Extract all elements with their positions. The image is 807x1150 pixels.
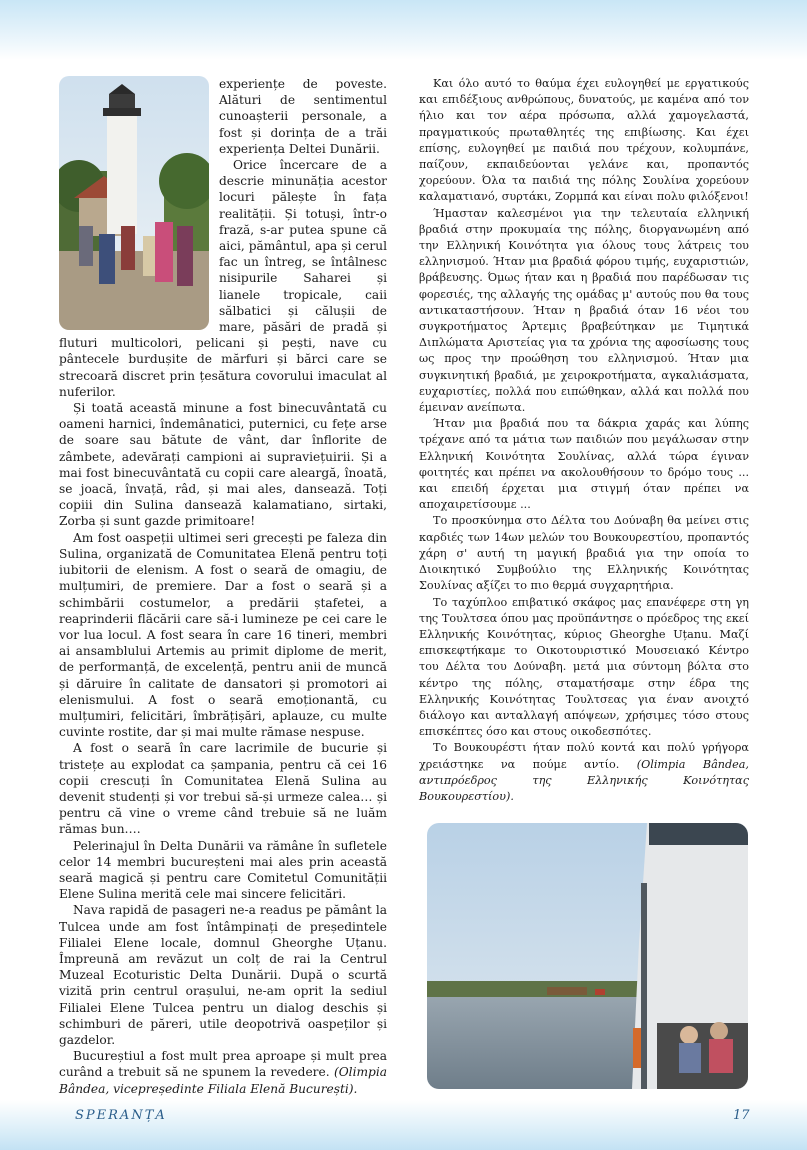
paragraph: Nava rapidă de pasageri ne-a readus pe pământ la Tulcea unde am fost întâmpinați de președintele Filialei Elene locale, domnul Gheorghe Uțanu. Împreună am revăzut un colț de rai la Centrul Muzeal Ecoturistic Delta Dunării. După o scurtă vizită prin centrul orașului, ne-am oprit la sediul Filialei Elene Tulcea pentru un dialog deschis și schimburi de păreri, utile deopotrivă oaspeților și gazdelor. [59,903,387,1047]
paragraph: Ήμασταν καλεσμένοι για την τελευταία ελληνική βραδιά στην προκυμαία της πόλης, διοργανωμένη από την Ελληνική Κοινότητα για όλους τους λάτρεις του ελληνισμού. Ήταν μια βραδιά φόρου τιμής, ευχαριστιών, βράβευσης. Όμως ήταν και η βραδιά που παρέδωσαν τις φορεσιές, της αλλαγής της ομάδας μ' αυτούς που θα τους αντικαταστήσουν. Ήταν η βραδιά όταν 16 νέοι του συγκροτήματος Άρτεμις βραβεύτηκαν με Τιμητικά Διπλώματα Αριστείας για τα χρόνια της αφοσίωσης τους ως προς την προώθηση του ελληνισμού. Ήταν μια συγκινητική βραδιά, με χειροκροτήματα, αγκαλιάσματα, ευχαριστίες, πολλά που ειπώθηκαν, αλλά και πολλά που έμειναν ανείπωτα. [419,206,749,415]
paragraph-with-signature [419,740,749,805]
page-header-band [0,0,807,60]
paragraph: Και όλο αυτό το θαύμα έχει ευλογηθεί με εργατικούς και επιδέξιους ανθρώπους, δυνατούς, με καμένα από τον ήλιο και τον αέρα πρόσωπα, αλλά χαμογελαστά, πραγματικούς πρωταθλητές της επιβίωσης. Και έχει επίσης, ευλογηθεί με παιδιά που τρέχουν, κολυμπάνε, παίζουν, εκπαιδεύονται γελάνε και, προπαντός χορεύουν. Όλα τα παιδιά της πόλης Σουλίνα χορεύουν καλαματιανό, συρτάκι, Ζορμπά και είναι πολυ φιλόξενοι! [419,77,749,204]
left-column [59,76,387,1097]
paragraph: Orice încercare de a descrie minunăția acestor locuri pălește în fața realității. Și totuși, într-o frază, s-ar putea spune că aici, pământul, apa și cerul fac un întreg, se întâlnesc nisipurile Saharei și lianele tropicale, caii sălbatici și călușii de mare, păsări de pradă și fluturi multicolori, pelicani și pești, nave cu pântecele burdușite de mărfuri și bărci care se strecoară discret prin țesătura covorului imaculat al nuferilor. [59,158,387,399]
paragraph: Și toată această minune a fost binecuvântată cu oameni harnici, îndemânatici, puternici, cu fețe arse de soare sau bătute de vânt, dar înflorite de zâmbete, adevărați campioni ai supraviețuirii. Și a mai fost binecuvântată cu copii care aleargă, înoată, se joacă, învață, râd, și mai ales, dansează. Toți copiii din Sulina dansează kalamatiano, sirtaki, Zorba și sunt gazde primitoare! [59,401,387,529]
paragraph: Bucureștiul a fost mult prea aproape și mult prea curând a trebuit să ne spunem la revedere. [59,1049,387,1080]
paragraph: A fost o seară în care lacrimile de bucurie și tristețe au explodat ca șampania, pentru că cei 16 copii crescuți în Comunitatea Elenă Sulina au devenit studenți și vor trebui să-și urmeze calea… și pentru că vine o vreme când trebuie să ne luăm rămas bun…. [59,741,387,837]
paragraph: experiențe de poveste. Alături de sentimentul cunoașterii personale, a fost și dorința de a trăi experiența Deltei Dunării. [219,77,387,156]
page-number: 17 [733,1108,750,1123]
paragraph: Am fost oaspeții ultimei seri grecești pe faleza din Sulina, organizată de Comunitatea Elenă pentru toți iubitorii de elenism. A fost o seară de omagiu, de mulțumiri, de premiere. Dar a fost o seară și a schimbării costumelor, a predării ștafetei, a reaprinderii flăcării care să-i lumineze pe cei care le vor lua locul. A fost seara în care 16 tineri, membri ai ansamblului Artemis au primit diplome de merit, de performanță, de excelență, pentru anii de muncă și dăruire în calitate de dansatori și promotori ai elenismului. A fost o seară emoționantă, cu mulțumiri, felicitări, îmbrățișări, aplauze, cu multe cuvinte rostite, dar și mai multe rămase nespuse. [59,530,387,740]
paragraph: Το προσκύνημα στο Δέλτα του Δούναβη θα μείνει στις καρδιές των 14ων μελών του Βουκουρεστίου, προπαντός χάρη σ' αυτή τη μαγική βραδιά για την οποία το Διοικητικό Συμβούλιο της Ελληνικής Κοινότητας Σουλίνας αξίζει το πιο θερμά συγχαρητήρια. [419,514,749,593]
paragraph: Το ταχύπλοο επιβατικό σκάφος μας επανέφερε στη γη της Τουλτσεα όπου μας προϋπάντησε ο πρόεδρος της εκεί Ελληνικής Κοινότητας, κύριος Gheorghe Uțanu. Μαζί επισκεφτήκαμε το Οικοτουριστικό Μουσειακό Κέντρο του Δέλτα του Δούναβη. μετά μια σύντομη βόλτα στο κέντρο της πόλης, σταματήσαμε στην έδρα της Ελληνικής Κοινότητας Τουλτσεας για έναν ανοιχτό διάλογο και ανταλλαγή απόψεων, χρήσιμες τόσο στους επισκέπτες όσο και στους οικοδεσπότες. [419,595,749,739]
paragraph: Ήταν μια βραδιά που τα δάκρια χαράς και λύπης τρέχανε από τα μάτια των παιδιών που μεγάλωσαν στην Ελληνική Κοινότητα Σουλίνας, αλλά τώρα έγιναν φοιτητές και πρέπει να ακολουθήσουν το δρόμο τους ... και επειδή έρχεται μια στιγμή όταν πρέπει να αποχαιρετίσουμε ... [419,417,749,512]
paragraph: Το Βουκουρέστι ήταν πολύ κοντά και πολύ γρήγορα χρειάστηκε να πούμε αντίο. [419,741,749,771]
paragraph-with-signature [59,1048,387,1097]
right-column [419,76,749,805]
lighthouse-photo [59,76,209,330]
author-signature: (Olimpia Bândea, αντιπρόεδρος της Ελληνικής Κοινότητας Βουκουρεστίου). [419,757,749,803]
author-signature: (Olimpia Bândea, vicepreședinte Filiala Elenă București). [59,1065,388,1096]
river-boat-photo [427,823,748,1089]
paragraph: Pelerinajul în Delta Dunării va rămâne în sufletele celor 14 membri bucureșteni mai ales prin această seară magică și pentru care Comitetul Comunității Elene Sulina merită cele mai sincere felicitări. [59,838,387,902]
magazine-title: SPERANȚA [75,1108,167,1123]
